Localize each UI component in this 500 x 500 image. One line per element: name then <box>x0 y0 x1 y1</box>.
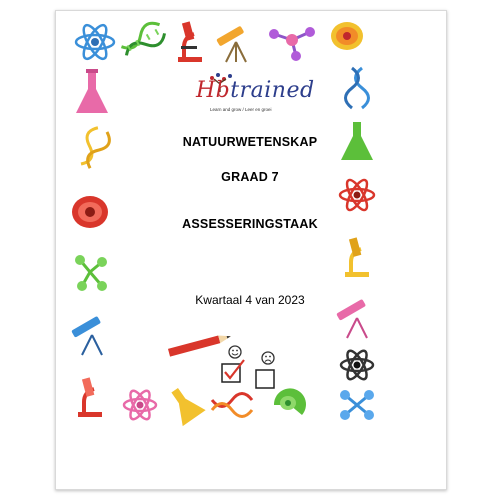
molecule-icon <box>269 27 315 61</box>
molecule-icon <box>340 390 374 420</box>
checkbox-icon <box>256 370 274 388</box>
cell-icon <box>331 22 363 50</box>
telescope-icon <box>216 26 246 62</box>
flask-icon <box>76 69 108 113</box>
microscope-icon <box>178 21 202 62</box>
grade-title: GRAAD 7 <box>221 170 279 184</box>
hbtrained-logo <box>190 72 315 120</box>
checkbox-icon <box>222 360 244 382</box>
molecule-icon <box>75 255 107 291</box>
microscope-icon <box>345 237 369 277</box>
dna-icon <box>346 68 369 108</box>
atom-icon <box>124 388 156 422</box>
dna-icon <box>212 394 252 417</box>
atom-icon <box>341 348 373 382</box>
pencil-icon <box>168 332 232 356</box>
flask-icon <box>163 382 205 426</box>
logo-brand-rest: trained <box>230 78 315 103</box>
atom-icon <box>76 22 114 62</box>
happy-face-icon <box>229 346 241 358</box>
cell-icon <box>274 388 306 415</box>
subject-title: NATUURWETENSKAP <box>182 135 318 149</box>
microscope-icon <box>78 377 102 417</box>
logo-tagline: Learn and grow / Leer en groei <box>210 107 272 112</box>
logo-wordmark <box>196 78 315 103</box>
dna-icon <box>118 19 168 61</box>
logo-initials: Hb <box>196 78 231 103</box>
term-label: Kwartaal 4 van 2023 <box>195 293 305 307</box>
telescope-icon <box>71 316 102 355</box>
task-title: ASSESSERINGSTAAK <box>182 217 318 231</box>
sad-face-icon <box>262 352 274 364</box>
